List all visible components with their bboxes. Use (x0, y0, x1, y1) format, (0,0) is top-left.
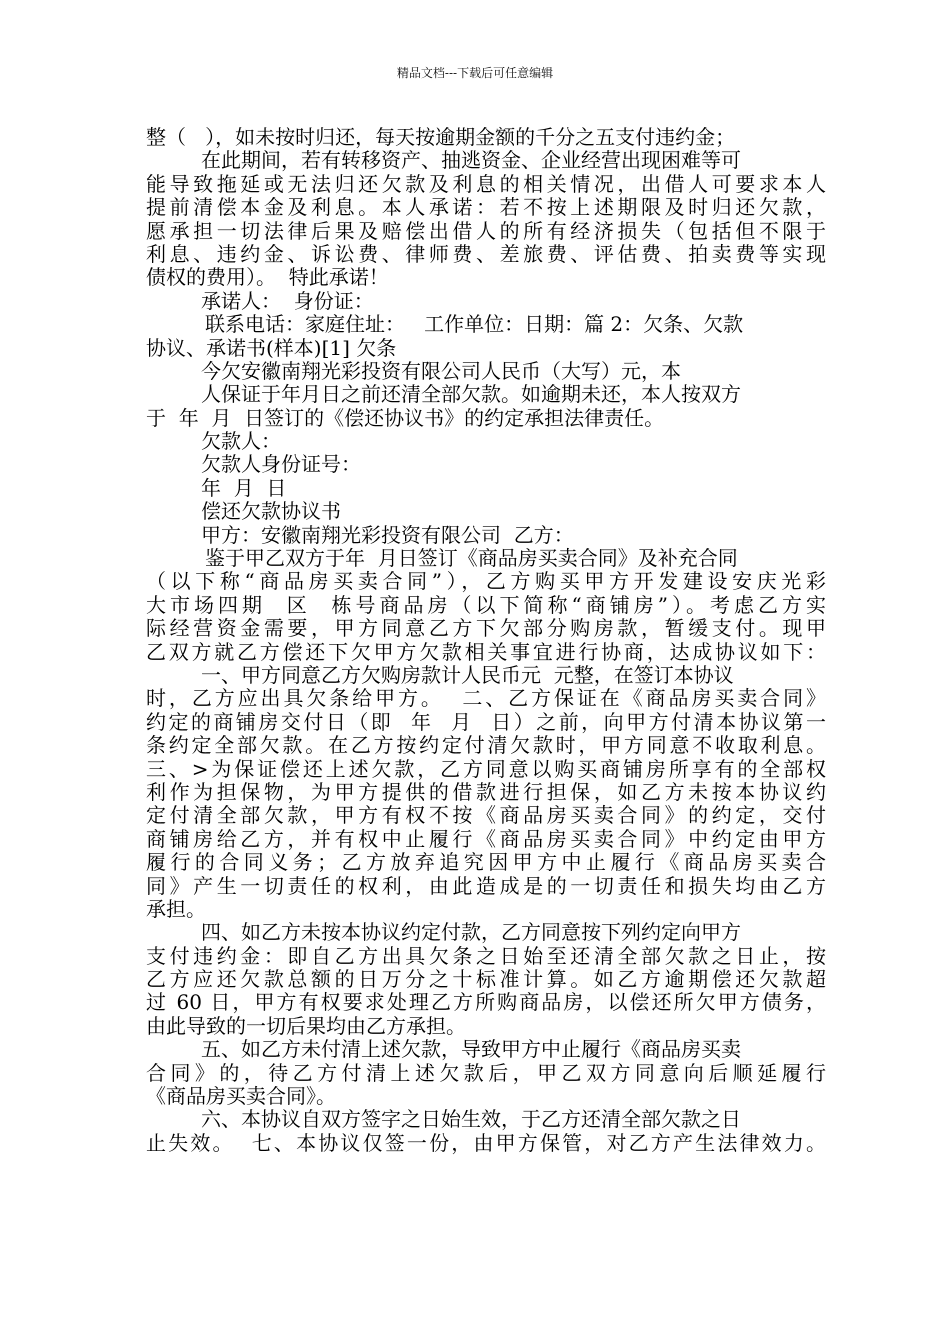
text-line: 偿还欠款协议书 (201, 499, 341, 524)
text-line: 提前清偿本金及利息。本人承诺：若不按上述期限及时归还欠款， (146, 195, 826, 220)
text-line: 同》产生一切责任的权利，由此造成是的一切责任和损失均由乙方 (146, 873, 826, 898)
text-line: 四、如乙方未按本协议约定付款，乙方同意按下列约定向甲方 (201, 920, 741, 945)
text-line: 六、本协议自双方签字之日始生效，于乙方还清全部欠款之日 (201, 1107, 741, 1132)
text-line: 协议、承诺书(样本)[1] 欠条 (146, 335, 397, 360)
text-line: （以下称“商品房买卖合同”），乙方购买甲方开发建设安庆光彩 (146, 569, 826, 594)
page-header: 精品文档---下载后可任意编辑 (396, 66, 554, 80)
text-line: 能导致拖延或无法归还欠款及利息的相关情况，出借人可要求本人 (146, 171, 826, 196)
text-line: 《商品房买卖合同》。 (146, 1084, 336, 1109)
text-line: 条约定全部欠款。在乙方按约定付清欠款时，甲方同意不收取利息。 (146, 733, 826, 758)
text-line: 时，乙方应出具欠条给甲方。 二、乙方保证在《商品房买卖合同》 (146, 686, 826, 711)
text-line: 由此导致的一切后果均由乙方承担。 (146, 1013, 466, 1038)
text-line: 欠款人： (201, 429, 281, 454)
text-line: 年 月 日 (201, 475, 287, 500)
text-line: 人保证于年月日之前还清全部欠款。如逾期未还，本人按双方 (201, 382, 741, 407)
text-line: 商铺房给乙方，并有权中止履行《商品房买卖合同》中约定由甲方 (146, 826, 826, 851)
text-line: 定付清全部欠款，甲方有权不按《商品房买卖合同》的约定，交付 (146, 803, 826, 828)
text-line: 约定的商铺房交付日（即 年 月 日）之前，向甲方付清本协议第一 (146, 709, 826, 734)
text-line: 支付违约金：即自乙方出具欠条之日始至还清全部欠款之日止，按 (146, 943, 826, 968)
text-line: 五、如乙方未付清上述欠款，导致甲方中止履行《商品房买卖 (201, 1037, 741, 1062)
text-line: 利息、违约金、诉讼费、律师费、差旅费、评估费、拍卖费等实现 (146, 241, 826, 266)
text-line: 乙双方就乙方偿还下欠甲方欠款相关事宜进行协商，达成协议如下： (146, 639, 826, 664)
text-line: 合同》的，待乙方付清上述欠款后，甲乙双方同意向后顺延履行 (146, 1060, 826, 1085)
text-line: 整（ ），如未按时归还，每天按逾期金额的千分之五支付违约金； (146, 125, 736, 149)
text-line: 止失效。 七、本协议仅签一份，由甲方保管，对乙方产生法律效力。 (146, 1130, 826, 1155)
text-line: 一、甲方同意乙方欠购房款计人民币元 元整，在签订本协议 (201, 662, 734, 687)
text-line: 大市场四期 区 栋号商品房（以下简称“商铺房”）。考虑乙方实 (146, 592, 826, 617)
text-line: 甲方：安徽南翔光彩投资有限公司 乙方： (201, 522, 574, 547)
text-line: 愿承担一切法律后果及赔偿出借人的所有经济损失（包括但不限于 (146, 218, 826, 243)
text-line: 欠款人身份证号： (201, 452, 361, 477)
text-line: 利作为担保物，为甲方提供的借款进行担保，如乙方未按本协议约 (146, 779, 826, 804)
text-line: 履行的合同义务；乙方放弃追究因甲方中止履行《商品房买卖合 (146, 850, 826, 875)
text-line: 债权的费用）。 特此承诺！ (146, 265, 389, 290)
text-line: 承诺人： 身份证： (201, 288, 374, 313)
text-line: 三、>为保证偿还上述欠款，乙方同意以购买商铺房所享有的全部权 (146, 756, 826, 781)
document-body (146, 126, 826, 1155)
text-line: 联系电话：家庭住址： 工作单位：日期：篇 2：欠条、欠款 (205, 312, 744, 337)
text-line: 今欠安徽南翔光彩投资有限公司人民币（大写）元，本 (201, 358, 681, 383)
text-line: 鉴于甲乙双方于年 月日签订《商品房买卖合同》及补充合同 (205, 546, 738, 571)
text-line: 承担。 (146, 896, 206, 921)
text-line: 过 60 日，甲方有权要求处理乙方所购商品房，以偿还所欠甲方债务， (146, 990, 826, 1015)
text-line: 在此期间，若有转移资产、抽逃资金、企业经营出现困难等可 (201, 148, 741, 173)
text-line: 际经营资金需要，甲方同意乙方下欠部分购房款，暂缓支付。现甲 (146, 616, 826, 641)
text-line: 乙方应还欠款总额的日万分之十标准计算。如乙方逾期偿还欠款超 (146, 967, 826, 992)
text-line: 于 年 月 日签订的《偿还协议书》的约定承担法律责任。 (146, 405, 665, 430)
